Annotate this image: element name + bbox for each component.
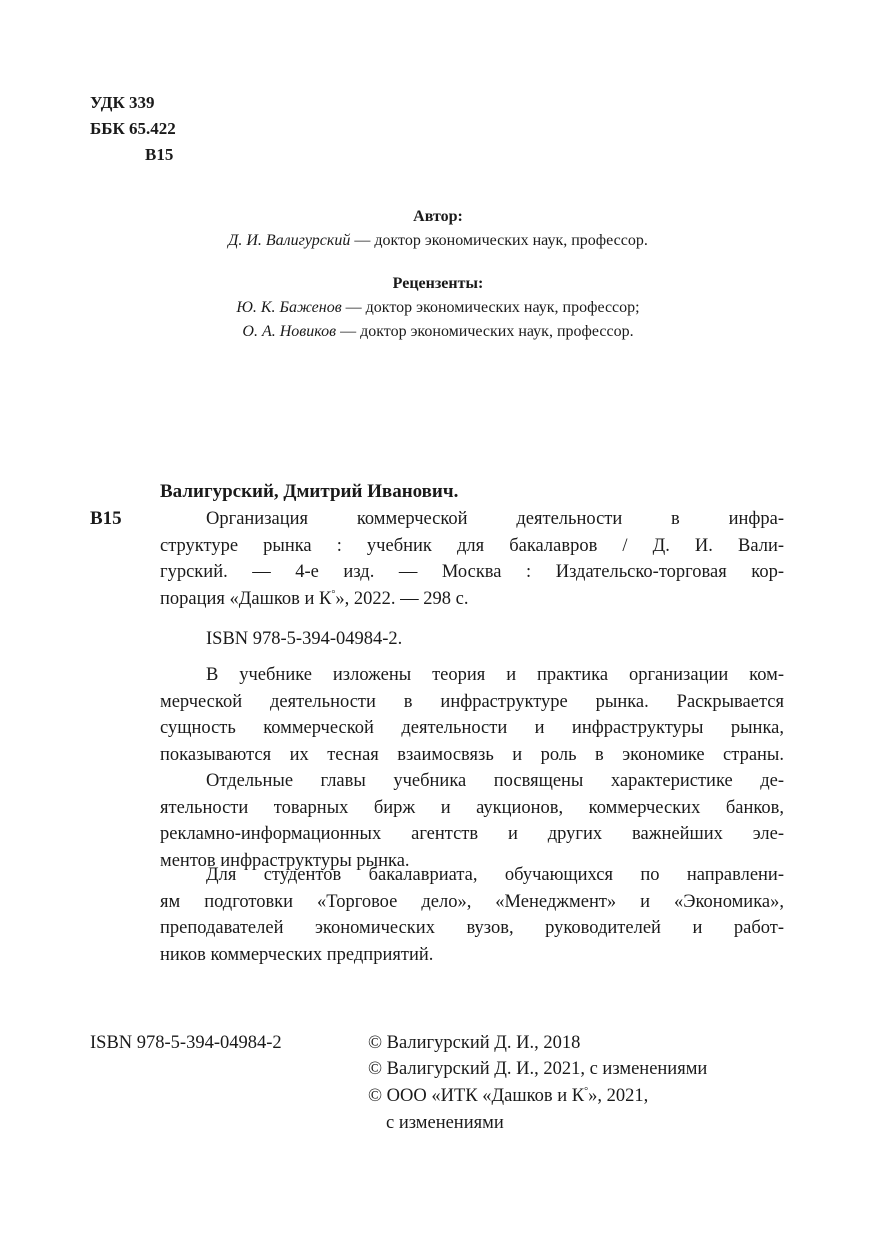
copyright-year: », 2021, — [588, 1086, 649, 1106]
abstract-line: мерческой деятельности в инфраструктуре рынка. Раскрывается — [160, 691, 784, 712]
abstract-line: ментов инфраструктуры рынка. — [160, 850, 410, 871]
abstract-line: показываются их тесная взаимосвязь и роль в экономике страны. — [160, 744, 784, 765]
abstract-line: преподавателей экономических вузов, руководителей и работ- — [160, 918, 784, 938]
reviewer-name: О. А. Новиков — [242, 323, 337, 340]
udk-code: УДК 339 — [90, 93, 155, 112]
bib-code: В15 — [90, 508, 122, 529]
bib-publisher-rest: », 2022. — 298 с. — [335, 588, 469, 609]
abstract-paragraph-3 — [160, 862, 784, 968]
bib-line: Организация коммерческой деятельности в инфра- — [206, 509, 784, 529]
abstract-line: ятельности товарных бирж и аукционов, коммерческих банков, — [160, 797, 784, 818]
reviewer-desc: — доктор экономических наук, профессор. — [336, 323, 634, 340]
bib-isbn: ISBN 978-5-394-04984-2. — [206, 629, 403, 649]
bib-author-heading: Валигурский, Дмитрий Иванович. — [160, 481, 459, 502]
footer-isbn: ISBN 978-5-394-04984-2 — [90, 1033, 282, 1053]
copyright-line — [368, 1083, 648, 1110]
abstract-line: Для студентов бакалавриата, обучающихся по направлени- — [206, 865, 784, 885]
bbk-code: ББК 65.422 — [90, 119, 176, 138]
abstract-paragraph-2 — [160, 768, 784, 874]
reviewers-heading: Рецензенты: — [392, 275, 484, 292]
copyright-publisher: © ООО «ИТК «Дашков и К — [368, 1086, 585, 1106]
abstract-line: сущность коммерческой деятельности и инфраструктуры рынка, — [160, 718, 784, 738]
reviewer-line — [0, 320, 876, 344]
abstract-line: В учебнике изложены теория и практика организации ком- — [206, 665, 784, 685]
bib-publisher-part: порация «Дашков и К — [160, 588, 332, 609]
author-heading: Автор: — [413, 208, 463, 225]
reviewer-line — [0, 296, 876, 320]
abstract-paragraph-1 — [160, 662, 784, 768]
copyright-line: © Валигурский Д. И., 2018 — [368, 1033, 581, 1053]
abstract-line: ников коммерческих предприятий. — [160, 944, 434, 965]
author-mark-code: В15 — [145, 145, 174, 164]
abstract-line: Отдельные главы учебника посвящены характеристике де- — [206, 771, 784, 791]
author-name: Д. И. Валигурский — [228, 232, 351, 249]
author-line — [0, 229, 876, 253]
degree-mark: ° — [331, 588, 336, 600]
bib-line: структуре рынка : учебник для бакалавров / Д. И. Вали- — [160, 535, 784, 556]
bib-description — [160, 506, 784, 612]
bib-line: гурский. — 4-е изд. — Москва : Издательско-торговая кор- — [160, 562, 784, 582]
reviewer-name: Ю. К. Баженов — [236, 299, 342, 316]
reviewer-desc: — доктор экономических наук, профессор; — [341, 299, 640, 316]
bib-line — [160, 586, 784, 613]
copyright-line: © Валигурский Д. И., 2021, с изменениями — [368, 1059, 708, 1079]
author-block — [0, 205, 876, 253]
author-desc: — доктор экономических наук, профессор. — [350, 232, 648, 249]
abstract-line: ям подготовки «Торговое дело», «Менеджмент» и «Экономика», — [160, 891, 784, 912]
copyright-line: с изменениями — [386, 1113, 504, 1133]
abstract-line: рекламно-информационных агентств и других важнейших эле- — [160, 824, 784, 844]
reviewers-block — [0, 272, 876, 344]
degree-mark: ° — [584, 1085, 589, 1097]
